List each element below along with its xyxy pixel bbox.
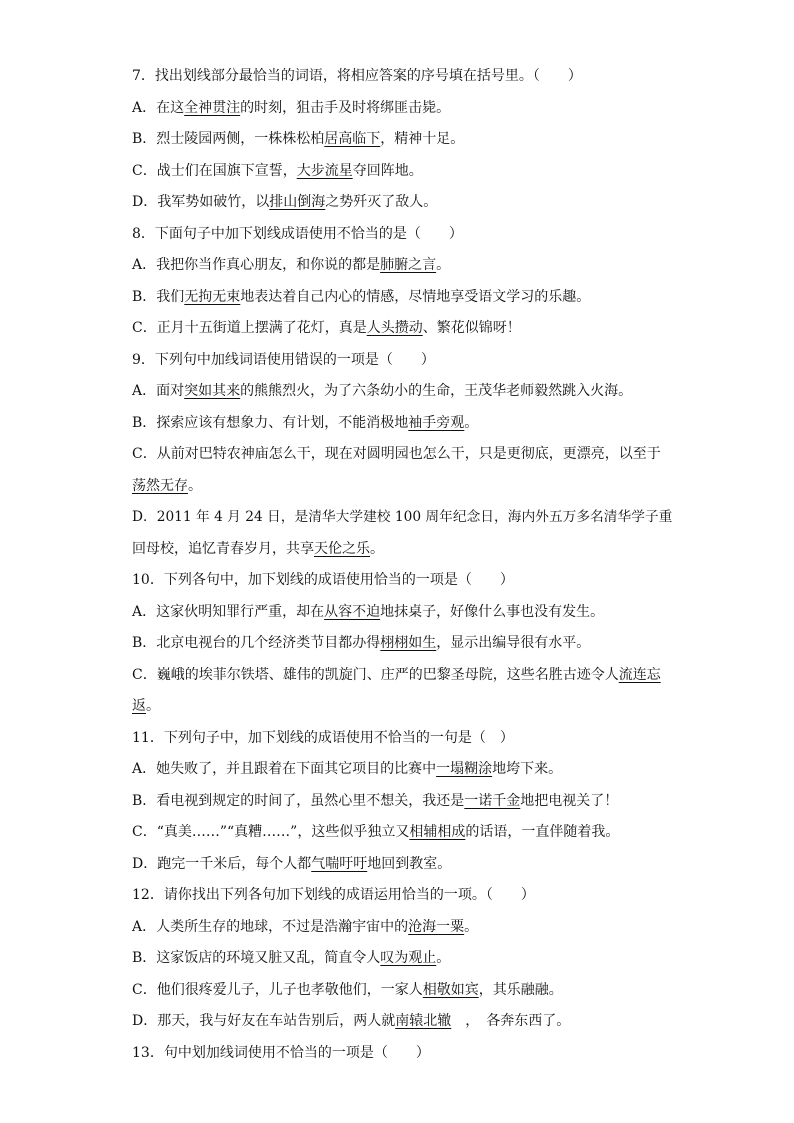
- line-q12a: [132, 917, 672, 937]
- line-q11a: [132, 759, 672, 779]
- underlined-idiom: 排山倒海: [269, 194, 326, 210]
- underlined-idiom: 人头攒动: [366, 320, 423, 336]
- text-segment: B．北京电视台的几个经济类节目都办得: [132, 635, 381, 651]
- question-q8: [132, 224, 672, 244]
- question-q7: [132, 66, 672, 86]
- line-q10a: [132, 602, 672, 622]
- text-segment: 。: [436, 950, 451, 966]
- text-segment: C．战士们在国旗下宣誓，: [132, 162, 297, 179]
- text-segment: C．巍峨的埃菲尔铁塔、雄伟的凯旋门、庄严的巴黎圣母院，这些名胜古迹令人: [132, 666, 619, 683]
- text-segment: ， 各奔东西了。: [451, 1013, 571, 1029]
- text-segment: 8．下面句子中加下划线成语使用不恰当的是（ ）: [132, 225, 463, 242]
- text-segment: A．我把你当作真心朋友，和你说的都是: [132, 257, 381, 273]
- underlined-idiom: 沧海一粟: [408, 918, 465, 935]
- line-q12c: [132, 980, 672, 1000]
- text-segment: B．探索应该有想象力、有计划，不能消极地: [132, 414, 409, 431]
- text-segment: 回母校，追忆青春岁月，共享: [132, 540, 314, 557]
- text-segment: 夺回阵地。: [352, 162, 423, 179]
- text-segment: 的话语，一直伴随着我。: [465, 824, 620, 840]
- question-q9: [132, 350, 672, 370]
- question-q11: [132, 728, 672, 748]
- text-segment: 地把电视关了！: [520, 792, 619, 809]
- underlined-idiom: 无拘无束: [184, 288, 241, 305]
- text-segment: ，精神十足。: [380, 131, 465, 147]
- underlined-idiom: 突如其来: [184, 383, 241, 399]
- line-q7c: [132, 161, 672, 181]
- text-segment: D．跑完一千米后，每个人都: [132, 855, 312, 872]
- text-segment: B．烈士陵园两侧，一株株松柏: [132, 131, 325, 147]
- text-segment: 的时刻，狙击手及时将绑匪击毙。: [240, 99, 451, 116]
- underlined-idiom: 袖手旁观: [408, 414, 465, 431]
- line-q10c1: [132, 665, 672, 685]
- question-q13: [132, 1043, 672, 1063]
- line-q10b: [132, 633, 672, 653]
- text-segment: A．人类所生存的地球，不过是浩瀚宇宙中的: [132, 918, 409, 935]
- text-segment: A．她失败了，并且跟着在下面其它项目的比赛中: [132, 761, 437, 777]
- line-q7a: [132, 98, 672, 118]
- line-q9c2: [132, 476, 672, 496]
- text-segment: C．他们很疼爱儿子，儿子也孝敬他们，一家人: [132, 981, 423, 998]
- line-q9d2: [132, 539, 672, 559]
- text-segment: 。: [146, 698, 160, 714]
- underlined-idiom: 全神贯注: [184, 99, 241, 116]
- underlined-idiom: 一塌糊涂: [436, 761, 493, 777]
- text-segment: A．在这: [132, 99, 185, 116]
- text-segment: B．这家饭店的环境又脏又乱，简直令人: [132, 950, 381, 966]
- line-q12d: [132, 1011, 672, 1031]
- line-q9d1: [132, 507, 672, 527]
- underlined-idiom: 南辕北辙: [395, 1013, 452, 1029]
- line-q8b: [132, 287, 672, 307]
- underlined-idiom: 相辅相成: [409, 824, 466, 840]
- underlined-idiom: 栩栩如生: [380, 635, 437, 651]
- question-q10: [132, 570, 672, 590]
- line-q10c2: [132, 696, 672, 716]
- text-segment: 地抹桌子，好像什么事也没有发生。: [380, 603, 605, 620]
- text-segment: 。: [464, 414, 479, 431]
- text-segment: 10．下列各句中，加下划线的成语使用恰当的一项是（ ）: [132, 572, 514, 588]
- text-segment: A．这家伙明知罪行严重，却在: [132, 603, 325, 620]
- underlined-idiom: 大步流星: [296, 162, 353, 179]
- underlined-idiom: 从容不迫: [324, 603, 381, 620]
- underlined-idiom: 相敬如宾: [422, 981, 479, 998]
- underlined-idiom: 流连忘: [618, 666, 661, 683]
- text-segment: 。: [436, 257, 451, 273]
- text-segment: 12．请你找出下列各句加下划线的成语运用恰当的一项。（ ）: [132, 887, 535, 903]
- underlined-idiom: 返: [132, 698, 146, 714]
- text-segment: 9．下列句中加线词语使用错误的一项是（ ）: [132, 351, 435, 368]
- line-q9a: [132, 381, 672, 401]
- text-segment: 之势歼灭了敌人。: [325, 194, 438, 210]
- line-q12b: [132, 948, 672, 968]
- text-segment: D．我军势如破竹，以: [132, 194, 270, 210]
- underlined-idiom: 居高临下: [324, 131, 381, 147]
- text-segment: B．我们: [132, 288, 185, 305]
- text-segment: 、繁花似锦呀！: [422, 320, 521, 336]
- text-segment: 7．找出划线部分最恰当的词语，将相应答案的序号填在括号里。（ ）: [132, 68, 582, 84]
- line-q11b: [132, 791, 672, 811]
- underlined-idiom: 一诺千金: [464, 792, 521, 809]
- underlined-idiom: 气喘吁吁: [311, 855, 368, 872]
- line-q11d: [132, 854, 672, 874]
- line-q9b: [132, 413, 672, 433]
- text-segment: 地表达着自己内心的情感，尽情地享受语文学习的乐趣。: [240, 288, 591, 305]
- line-q11c: [132, 822, 672, 842]
- text-segment: B．看电视到规定的时间了，虽然心里不想关，我还是: [132, 792, 465, 809]
- line-q9c1: [132, 444, 672, 464]
- text-segment: 。: [370, 540, 384, 557]
- text-segment: 地垮下来。: [492, 761, 563, 777]
- text-segment: 地回到教室。: [367, 855, 452, 872]
- underlined-idiom: 荡然无存: [132, 477, 188, 494]
- text-segment: A．面对: [132, 383, 185, 399]
- text-segment: D．那天，我与好友在车站告别后，两人就: [132, 1013, 396, 1029]
- text-segment: 11．下列句子中，加下划线的成语使用不恰当的一句是（ ）: [132, 729, 514, 746]
- line-q8a: [132, 255, 672, 275]
- underlined-idiom: 天伦之乐: [314, 540, 370, 557]
- text-segment: 的熊熊烈火，为了六条幼小的生命，王茂华老师毅然跳入火海。: [240, 383, 633, 399]
- text-segment: C．从前对巴特农神庙怎么干，现在对圆明园也怎么干，只是更彻底，更漂亮，以至于: [132, 446, 661, 462]
- text-segment: ，显示出编导很有水平。: [436, 635, 591, 651]
- line-q7b: [132, 129, 672, 149]
- text-segment: 。: [464, 918, 479, 935]
- text-segment: 。: [188, 477, 202, 494]
- text-segment: C．正月十五街道上摆满了花灯，真是: [132, 320, 367, 336]
- text-segment: 13．句中划加线词使用不恰当的一项是（ ）: [132, 1044, 430, 1061]
- line-q7d: [132, 192, 672, 212]
- question-q12: [132, 885, 672, 905]
- underlined-idiom: 叹为观止: [380, 950, 437, 966]
- text-segment: ，其乐融融。: [478, 981, 563, 998]
- text-segment: D．2011 年 4 月 24 日，是清华大学建校 100 周年纪念日，海内外五万多名清华学子重: [132, 509, 673, 525]
- line-q8c: [132, 318, 672, 338]
- underlined-idiom: 肺腑之言: [380, 257, 437, 273]
- text-segment: C．“真美……”“真糟……”，这些似乎独立又: [132, 824, 410, 840]
